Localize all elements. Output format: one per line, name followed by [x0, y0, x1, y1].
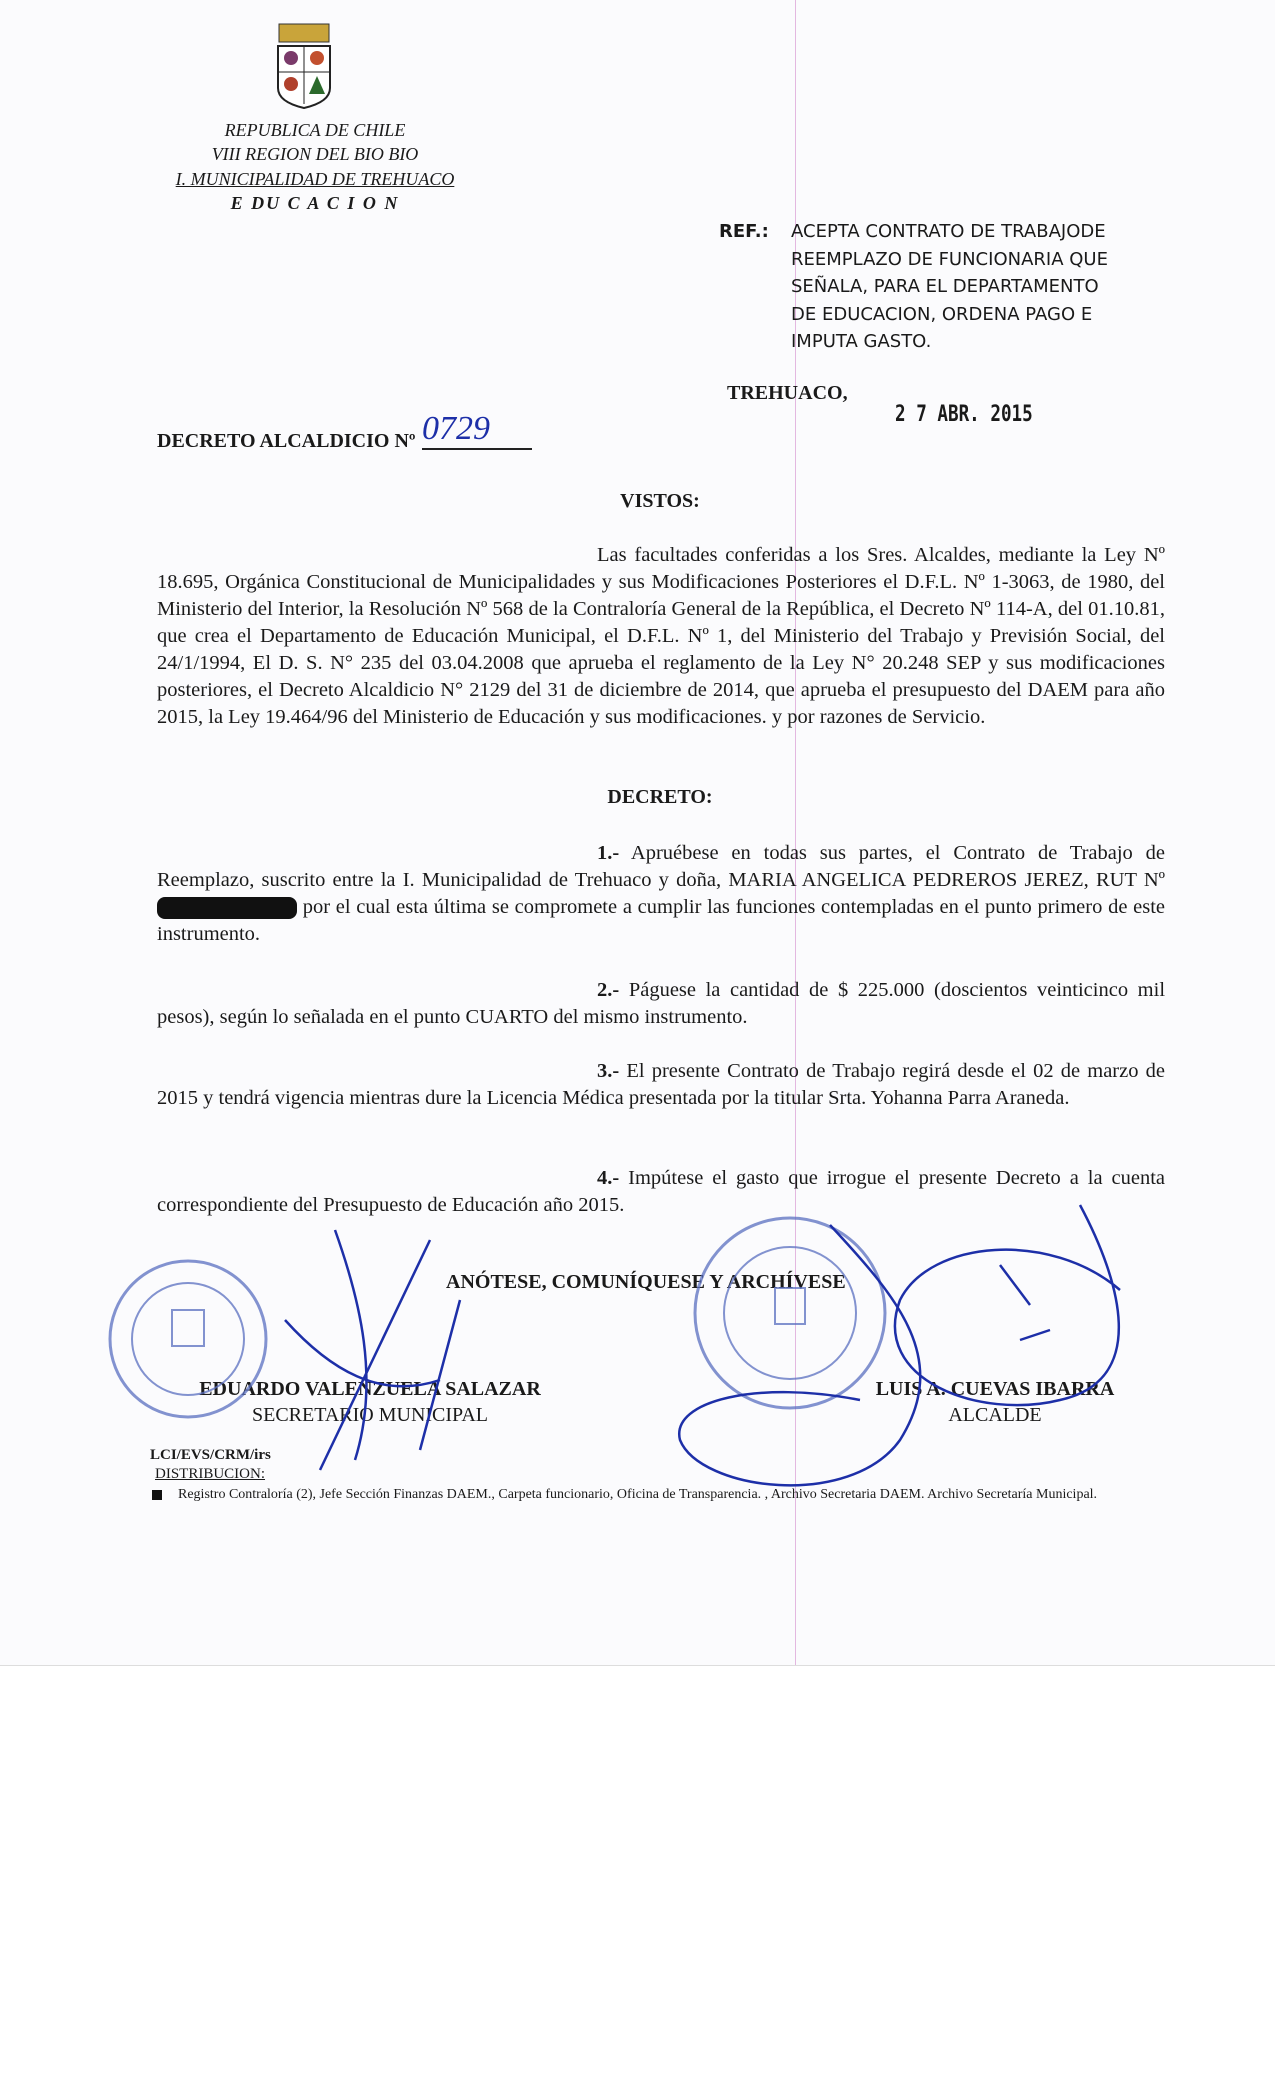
secretary-name: EDUARDO VALENZUELA SALAZAR: [199, 1378, 541, 1400]
ref-line: IMPUTA GASTO.: [791, 331, 932, 352]
distribution-list: Registro Contraloría (2), Jefe Sección Finanzas DAEM., Carpeta funcionario, Oficina de Transparencia. , Archivo Secretaria DAEM. Archivo Secretaría Municipal.: [178, 1487, 1098, 1502]
header-republic: REPUBLICA DE CHILE: [224, 120, 406, 140]
vistos-title: VISTOS:: [620, 490, 700, 512]
ref-line: SEÑALA, PARA EL DEPARTAMENTO: [791, 276, 1099, 297]
decree-item-1: [157, 840, 1165, 948]
decree-label: DECRETO ALCALDICIO Nº: [157, 430, 416, 452]
distribution-title: DISTRIBUCION:: [155, 1466, 266, 1482]
ref-line: REEMPLAZO DE FUNCIONARIA QUE: [791, 248, 1108, 270]
bullet-icon: [152, 1490, 162, 1500]
item-text: por el cual esta última se compromete a cumplir las funciones contempladas en el punto primero de este instrumento.: [157, 896, 1166, 945]
ref-line: ACEPTA CONTRATO DE TRABAJODE: [791, 221, 1106, 242]
decree-item-3: [157, 1058, 1165, 1112]
date-stamp: 2 7 ABR. 2015: [895, 402, 1033, 427]
header-municipality: I. MUNICIPALIDAD DE TREHUACO: [175, 169, 455, 189]
header-region: VIII REGION DEL BIO BIO: [211, 144, 419, 164]
item-text: Apruébese en todas sus partes, el Contrato de Trabajo de Reemplazo, suscrito entre la I. Municipalidad de Trehuaco y doña, MARIA ANGELICA PEDREROS JEREZ, RUT Nº: [157, 842, 1165, 891]
decree-item-4: [157, 1165, 1165, 1219]
item-number: 4.-: [597, 1167, 620, 1189]
reference-block: [719, 218, 1179, 356]
decree-number: 0729: [422, 410, 532, 450]
initials: LCI/EVS/CRM/irs: [150, 1447, 271, 1463]
decree-item-2: [157, 977, 1165, 1031]
header-department: E DU C A C I O N: [230, 193, 400, 213]
redacted-rut: [157, 897, 297, 919]
item-number: 3.-: [597, 1060, 620, 1082]
place: TREHUACO,: [727, 382, 848, 404]
ref-line: DE EDUCACION, ORDENA PAGO E: [791, 303, 1093, 325]
closing-formula: ANÓTESE, COMUNÍQUESE Y ARCHÍVESE: [446, 1271, 846, 1293]
item-text: Páguese la cantidad de $ 225.000 (doscientos veinticinco mil pesos), según lo señalada en el punto CUARTO del mismo instrumento.: [157, 979, 1166, 1028]
item-number: 1.-: [597, 842, 620, 864]
ref-label: REF.:: [719, 221, 769, 242]
secretary-title: SECRETARIO MUNICIPAL: [251, 1404, 488, 1426]
decreto-title: DECRETO:: [607, 786, 713, 808]
item-number: 2.-: [597, 979, 620, 1001]
mayor-name: LUIS A. CUEVAS IBARRA: [875, 1378, 1115, 1400]
item-text: Impútese el gasto que irrogue el presente Decreto a la cuenta correspondiente del Presupuesto de Educación año 2015.: [157, 1167, 1166, 1216]
item-text: El presente Contrato de Trabajo regirá desde el 02 de marzo de 2015 y tendrá vigencia mientras dure la Licencia Médica presentada por la titular Srta. Yohanna Parra Araneda.: [157, 1060, 1165, 1109]
vistos-text: Las facultades conferidas a los Sres. Alcaldes, mediante la Ley Nº 18.695, Orgánica Constitucional de Municipalidades y sus Modificaciones Posteriores el D.F.L. Nº 1-3063, de 1980, del Ministerio del Interior, la Resolución Nº 568 de la Contraloría General de la República, el Decreto Nº 114-A, del 01.10.81, que crea el Departamento de Educación Municipal, el D.F.L. Nº 1, del Ministerio del Trabajo y Previsión Social, del 24/1/1994, El D. S. N° 235 del 03.04.2008 que aprueba el reglamento de la Ley N° 20.248 SEP y sus modificaciones posteriores, el Decreto Alcaldicio N° 2129 del 31 de diciembre de 2014, que aprueba el presupuesto del DAEM para año 2015, la Ley 19.464/96 del Ministerio de Educación y sus modificaciones. y por razones de Servicio.: [157, 544, 1165, 728]
mayor-title: ALCALDE: [948, 1404, 1042, 1426]
